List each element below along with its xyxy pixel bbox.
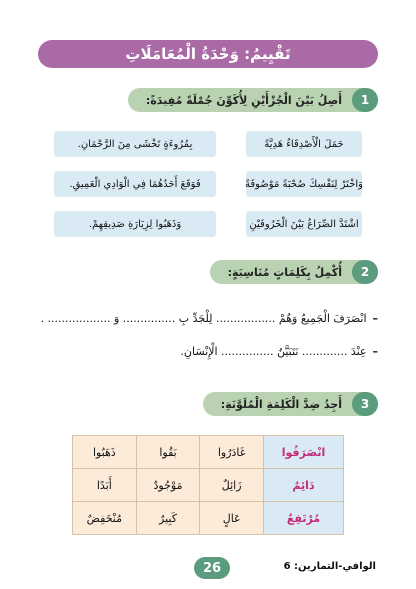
fill-line-1-text: انْصَرَفَ الْجَمِيعُ وَهُمْ ................. لِلْجَدِّ بِ ............... وَ .................. . [40, 312, 367, 325]
fill-line-1[interactable] [40, 312, 378, 325]
option-cell[interactable]: مَوْجُودٌ [136, 469, 200, 502]
section-2-instruction: أُكْمِلُ بِكَلِمَاتٍ مُنَاسِبَةٍ: [210, 260, 378, 284]
match-right-1[interactable]: حَمَلَ الْأَصْدِقَاءُ هَدِيَّةً [246, 131, 362, 157]
section-3-number: 3 [352, 392, 378, 416]
table-row [73, 502, 344, 535]
section-2-number: 2 [352, 260, 378, 284]
option-cell[interactable]: أَبَدًا [73, 469, 137, 502]
option-cell[interactable]: بَقُوا [136, 436, 200, 469]
keyword-cell: دَائِمٌ [264, 469, 344, 502]
keyword-cell: مُرْتَفِعٌ [264, 502, 344, 535]
section-2-header [227, 260, 378, 284]
option-cell[interactable]: زَائِلٌ [200, 469, 264, 502]
keyword-cell: انْصَرَفُوا [264, 436, 344, 469]
match-right-3[interactable]: اشْتَدَّ الصِّرَاعُ بَيْنَ الْخَرُوفَيْنِ [246, 211, 362, 237]
option-cell[interactable]: عَالٍ [200, 502, 264, 535]
option-cell[interactable]: غَادَرُوا [200, 436, 264, 469]
section-3-header [220, 392, 378, 416]
match-right-2[interactable]: وَاخْتَرْ لِنَفْسِكَ صُحْبَةً مَوْصُوفَةً [246, 171, 362, 197]
section-1-header [145, 88, 378, 112]
option-cell[interactable]: كَبِيرٌ [136, 502, 200, 535]
table-row [73, 436, 344, 469]
table-row [73, 469, 344, 502]
fill-line-2[interactable] [48, 345, 378, 358]
dash-bullet: – [372, 345, 378, 358]
antonym-table [72, 435, 344, 535]
section-1-instruction: أَصِلُ بَيْنَ الْجُزْأَيْنِ لِأُكَوِّنَ جُمْلَةً مُفِيدَةً: [128, 88, 378, 112]
option-cell[interactable]: مُنْخَفِضٌ [73, 502, 137, 535]
fill-line-2-text: عِنْدَ ............. نَتَبَيَّنُ ............... الْإِنْسَانِ. [180, 345, 367, 358]
match-left-1[interactable]: بِمُرُوءَةٍ تَخْشَى مِنَ الرَّحْمَانِ. [54, 131, 216, 157]
section-3-instruction: أَجِدُ ضِدَّ الْكَلِمَةِ الْمُلَوَّنَةِ: [203, 392, 378, 416]
footer-text: الوافي-التمارين: 6 [283, 561, 376, 572]
dash-bullet: – [372, 312, 378, 325]
match-left-2[interactable]: فَوَقَعَ أَحَدُهُمَا فِي الْوَادِي الْعَمِيقِ. [54, 171, 216, 197]
option-cell[interactable]: ذَهَبُوا [73, 436, 137, 469]
match-left-3[interactable]: وَذَهَبُوا لِزِيَارَةِ صَدِيقِهِمْ. [54, 211, 216, 237]
page-number: 26 [194, 557, 230, 579]
page-title: تَقْيِيمُ: وَحْدَةُ الْمُعَامَلَاتِ [38, 40, 378, 68]
section-1-number: 1 [352, 88, 378, 112]
